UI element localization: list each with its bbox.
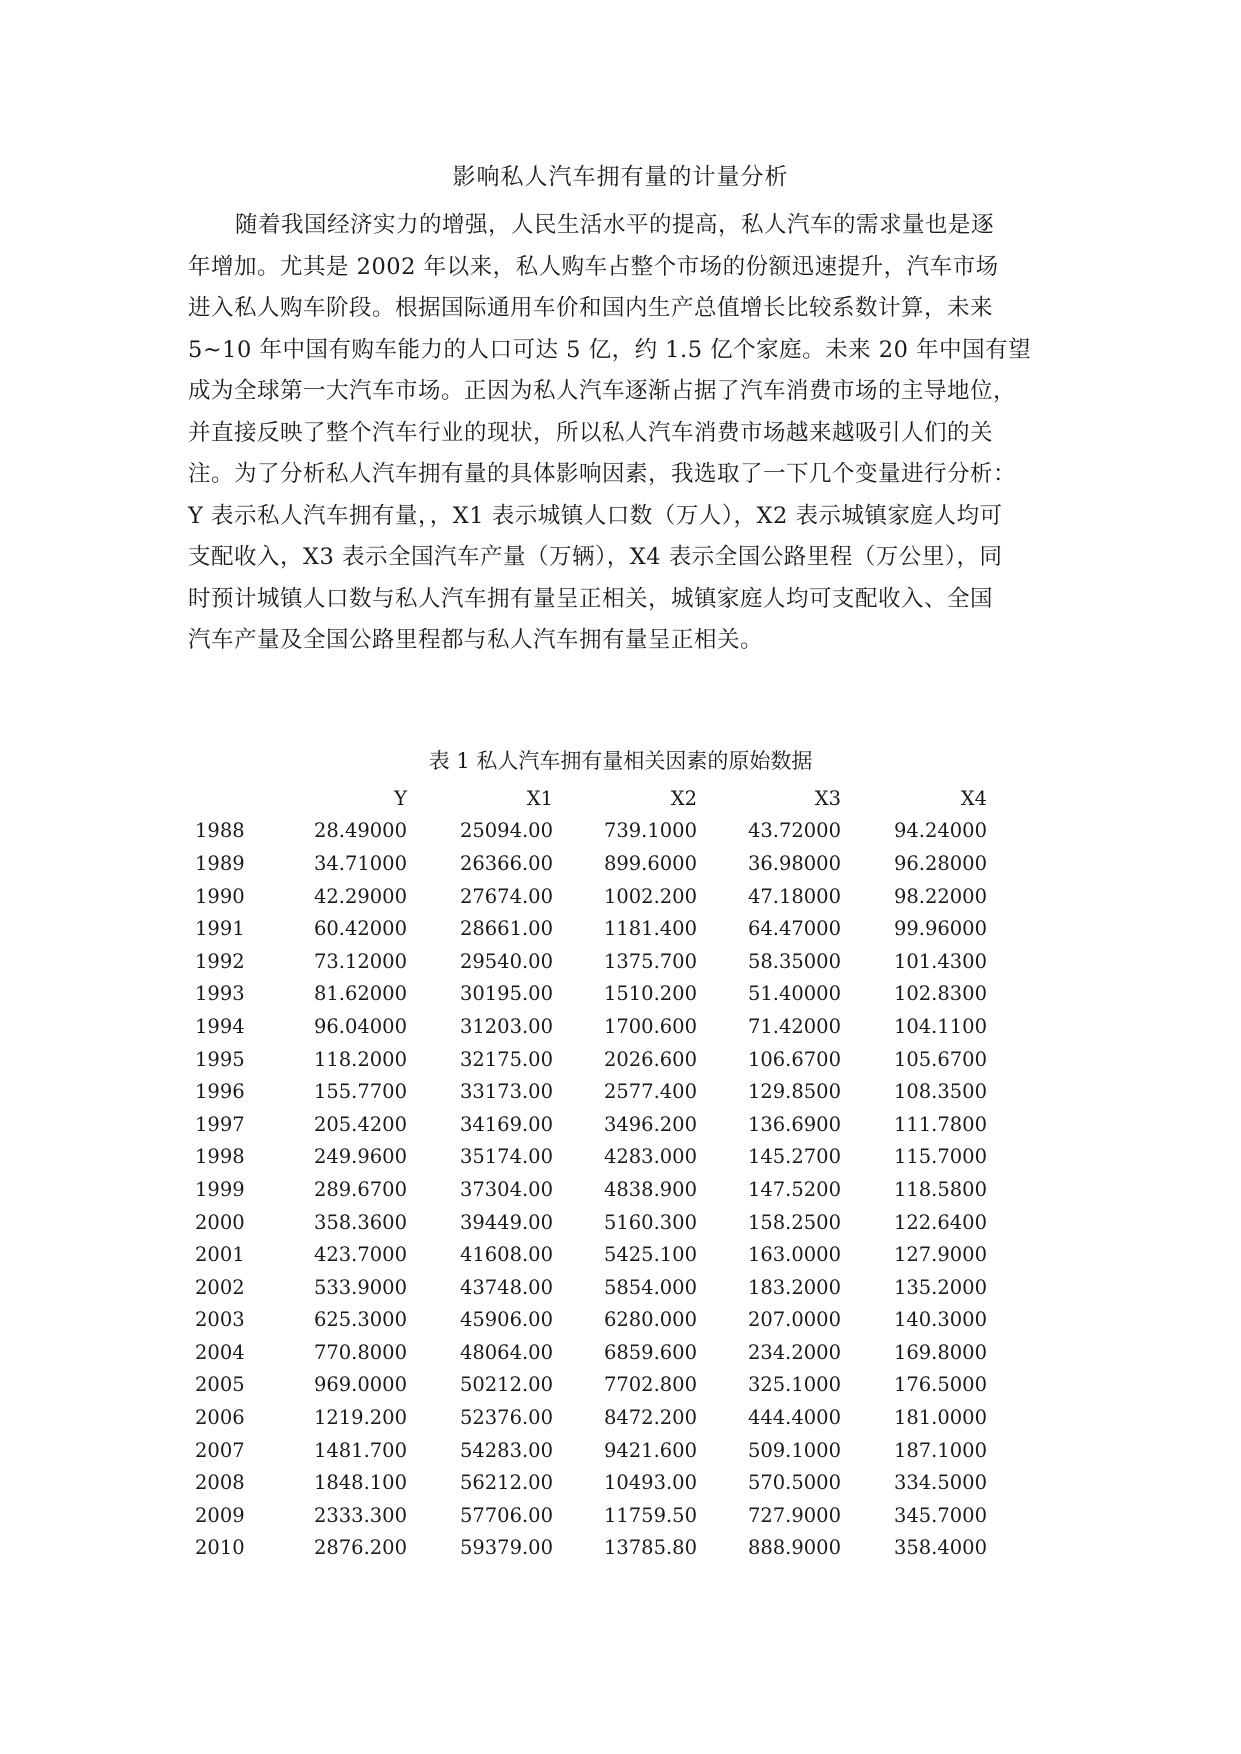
cell-x3: 163.0000 bbox=[747, 1243, 841, 1267]
header-cell-x1: X1 bbox=[526, 786, 553, 810]
table-row bbox=[195, 880, 987, 913]
cell-year: 1996 bbox=[195, 1080, 245, 1104]
header-cell-x4: X4 bbox=[960, 786, 987, 810]
cell-x2: 3496.200 bbox=[603, 1112, 697, 1136]
table-row bbox=[195, 945, 987, 978]
table-row bbox=[195, 978, 987, 1011]
cell-x1: 30195.00 bbox=[459, 982, 553, 1006]
table-row bbox=[195, 1434, 987, 1467]
cell-x3: 51.40000 bbox=[747, 982, 841, 1006]
cell-year: 2003 bbox=[195, 1308, 245, 1332]
cell-x4: 334.5000 bbox=[893, 1471, 987, 1495]
cell-year: 1994 bbox=[195, 1014, 245, 1038]
cell-y: 2333.300 bbox=[313, 1503, 407, 1527]
cell-year: 2007 bbox=[195, 1438, 245, 1462]
cell-x1: 43748.00 bbox=[459, 1275, 553, 1299]
cell-x2: 1375.700 bbox=[603, 949, 697, 973]
cell-x3: 106.6700 bbox=[747, 1047, 841, 1071]
paragraph-line: 进入私人购车阶段。根据国际通用车价和国内生产总值增长比较系数计算，未来 bbox=[188, 295, 994, 321]
header-cell-x3: X3 bbox=[814, 786, 841, 810]
cell-x4: 111.7800 bbox=[893, 1112, 987, 1136]
cell-x2: 4283.000 bbox=[603, 1145, 697, 1169]
cell-x2: 6280.000 bbox=[603, 1308, 697, 1332]
cell-x3: 207.0000 bbox=[747, 1308, 841, 1332]
cell-year: 1989 bbox=[195, 851, 245, 875]
cell-year: 2008 bbox=[195, 1471, 245, 1495]
cell-x1: 33173.00 bbox=[459, 1080, 553, 1104]
cell-x1: 48064.00 bbox=[459, 1340, 553, 1364]
table-row bbox=[195, 847, 987, 880]
cell-x2: 2577.400 bbox=[603, 1080, 697, 1104]
cell-x3: 129.8500 bbox=[747, 1080, 841, 1104]
cell-x2: 13785.80 bbox=[603, 1536, 697, 1560]
cell-x4: 176.5000 bbox=[893, 1373, 987, 1397]
cell-x4: 118.5800 bbox=[893, 1177, 987, 1201]
cell-year: 1995 bbox=[195, 1047, 245, 1071]
cell-x2: 5854.000 bbox=[603, 1275, 697, 1299]
cell-x1: 57706.00 bbox=[459, 1503, 553, 1527]
cell-x1: 29540.00 bbox=[459, 949, 553, 973]
cell-year: 1998 bbox=[195, 1145, 245, 1169]
cell-x2: 7702.800 bbox=[603, 1373, 697, 1397]
table-row bbox=[195, 1010, 987, 1043]
cell-x4: 104.1100 bbox=[893, 1014, 987, 1038]
table-row bbox=[195, 1401, 987, 1434]
cell-x3: 183.2000 bbox=[747, 1275, 841, 1299]
table-body bbox=[195, 815, 987, 1565]
table-row bbox=[195, 1075, 987, 1108]
cell-y: 770.8000 bbox=[313, 1340, 407, 1364]
cell-year: 1988 bbox=[195, 819, 245, 843]
cell-x3: 888.9000 bbox=[747, 1536, 841, 1560]
cell-y: 73.12000 bbox=[313, 949, 407, 973]
cell-x1: 59379.00 bbox=[459, 1536, 553, 1560]
table-row bbox=[195, 1369, 987, 1402]
table-caption: 表 1 私人汽车拥有量相关因素的原始数据 bbox=[428, 749, 813, 773]
cell-y: 2876.200 bbox=[313, 1536, 407, 1560]
cell-y: 60.42000 bbox=[313, 917, 407, 941]
cell-x1: 25094.00 bbox=[459, 819, 553, 843]
table-row bbox=[195, 912, 987, 945]
cell-x2: 11759.50 bbox=[603, 1503, 697, 1527]
paragraph-line: 支配收入，X3 表示全国汽车产量（万辆），X4 表示全国公路里程（万公里），同 bbox=[188, 544, 1003, 570]
cell-x4: 105.6700 bbox=[893, 1047, 987, 1071]
document-title: 影响私人汽车拥有量的计量分析 bbox=[452, 164, 789, 190]
cell-x2: 8472.200 bbox=[603, 1406, 697, 1430]
cell-x2: 1002.200 bbox=[603, 884, 697, 908]
cell-year: 2009 bbox=[195, 1503, 245, 1527]
table-row bbox=[195, 1336, 987, 1369]
cell-x4: 127.9000 bbox=[893, 1243, 987, 1267]
cell-x1: 56212.00 bbox=[459, 1471, 553, 1495]
cell-year: 1990 bbox=[195, 884, 245, 908]
cell-x2: 2026.600 bbox=[603, 1047, 697, 1071]
cell-year: 1992 bbox=[195, 949, 245, 973]
cell-year: 2000 bbox=[195, 1210, 245, 1234]
cell-y: 81.62000 bbox=[313, 982, 407, 1006]
table-row bbox=[195, 1466, 987, 1499]
cell-x3: 727.9000 bbox=[747, 1503, 841, 1527]
cell-x3: 47.18000 bbox=[747, 884, 841, 908]
cell-x4: 169.8000 bbox=[893, 1340, 987, 1364]
table-row bbox=[195, 1271, 987, 1304]
cell-x3: 158.2500 bbox=[747, 1210, 841, 1234]
table-row bbox=[195, 1141, 987, 1174]
table-header-row bbox=[195, 782, 987, 815]
table-row bbox=[195, 1304, 987, 1337]
table-row bbox=[195, 1108, 987, 1141]
cell-x2: 1181.400 bbox=[603, 917, 697, 941]
cell-y: 42.29000 bbox=[313, 884, 407, 908]
cell-y: 118.2000 bbox=[313, 1047, 407, 1071]
header-cell-y: Y bbox=[394, 786, 407, 810]
cell-x4: 96.28000 bbox=[893, 851, 987, 875]
cell-x4: 108.3500 bbox=[893, 1080, 987, 1104]
cell-x2: 10493.00 bbox=[603, 1471, 697, 1495]
cell-x2: 5160.300 bbox=[603, 1210, 697, 1234]
cell-x1: 41608.00 bbox=[459, 1243, 553, 1267]
cell-y: 249.9600 bbox=[313, 1145, 407, 1169]
paragraph-line: 随着我国经济实力的增强，人民生活水平的提高，私人汽车的需求量也是逐 bbox=[235, 212, 995, 238]
cell-year: 2005 bbox=[195, 1373, 245, 1397]
table-row bbox=[195, 815, 987, 848]
cell-year: 2001 bbox=[195, 1243, 245, 1267]
table-row bbox=[195, 1173, 987, 1206]
cell-x3: 570.5000 bbox=[747, 1471, 841, 1495]
cell-y: 34.71000 bbox=[313, 851, 407, 875]
cell-year: 2010 bbox=[195, 1536, 245, 1560]
cell-y: 289.6700 bbox=[313, 1177, 407, 1201]
table-row bbox=[195, 1532, 987, 1565]
cell-x1: 28661.00 bbox=[459, 917, 553, 941]
paragraph-line: 并直接反映了整个汽车行业的现状，所以私人汽车消费市场越来越吸引人们的关 bbox=[188, 419, 994, 446]
cell-x3: 36.98000 bbox=[747, 851, 841, 875]
cell-x3: 145.2700 bbox=[747, 1145, 841, 1169]
paragraph-line: 汽车产量及全国公路里程都与私人汽车拥有量呈正相关。 bbox=[188, 627, 764, 653]
cell-x4: 181.0000 bbox=[893, 1406, 987, 1430]
cell-y: 1219.200 bbox=[313, 1406, 407, 1430]
cell-x4: 187.1000 bbox=[893, 1438, 987, 1462]
cell-year: 1997 bbox=[195, 1112, 245, 1136]
cell-x3: 509.1000 bbox=[747, 1438, 841, 1462]
paragraph-line: Y 表示私人汽车拥有量，，X1 表示城镇人口数（万人），X2 表示城镇家庭人均可 bbox=[188, 502, 1003, 529]
cell-y: 28.49000 bbox=[313, 819, 407, 843]
cell-x4: 358.4000 bbox=[893, 1536, 987, 1560]
cell-y: 625.3000 bbox=[313, 1308, 407, 1332]
table-row bbox=[195, 1206, 987, 1239]
cell-x2: 1700.600 bbox=[603, 1014, 697, 1038]
cell-x1: 45906.00 bbox=[459, 1308, 553, 1332]
paragraph-line: 注。为了分析私人汽车拥有量的具体影响因素，我选取了一下几个变量进行分析： bbox=[188, 461, 1017, 487]
paragraph-line: 成为全球第一大汽车市场。正因为私人汽车逐渐占据了汽车消费市场的主导地位， bbox=[188, 378, 1017, 404]
cell-y: 969.0000 bbox=[313, 1373, 407, 1397]
cell-x3: 58.35000 bbox=[747, 949, 841, 973]
cell-x1: 54283.00 bbox=[459, 1438, 553, 1462]
cell-year: 1999 bbox=[195, 1177, 245, 1201]
cell-x2: 5425.100 bbox=[603, 1243, 697, 1267]
cell-x2: 9421.600 bbox=[603, 1438, 697, 1462]
cell-year: 1993 bbox=[195, 982, 245, 1006]
header-cell-year bbox=[195, 782, 255, 815]
cell-x3: 136.6900 bbox=[747, 1112, 841, 1136]
cell-y: 423.7000 bbox=[313, 1243, 407, 1267]
cell-x4: 99.96000 bbox=[893, 917, 987, 941]
cell-x4: 101.4300 bbox=[893, 949, 987, 973]
cell-y: 155.7700 bbox=[313, 1080, 407, 1104]
cell-x3: 325.1000 bbox=[747, 1373, 841, 1397]
cell-y: 96.04000 bbox=[313, 1014, 407, 1038]
cell-y: 1848.100 bbox=[313, 1471, 407, 1495]
cell-x4: 115.7000 bbox=[893, 1145, 987, 1169]
cell-x1: 52376.00 bbox=[459, 1406, 553, 1430]
cell-y: 358.3600 bbox=[313, 1210, 407, 1234]
cell-x3: 43.72000 bbox=[747, 819, 841, 843]
cell-x1: 35174.00 bbox=[459, 1145, 553, 1169]
cell-x2: 1510.200 bbox=[603, 982, 697, 1006]
cell-x1: 39449.00 bbox=[459, 1210, 553, 1234]
cell-x4: 94.24000 bbox=[893, 819, 987, 843]
cell-y: 1481.700 bbox=[313, 1438, 407, 1462]
cell-x4: 135.2000 bbox=[893, 1275, 987, 1299]
paragraph-line: 时预计城镇人口数与私人汽车拥有量呈正相关，城镇家庭人均可支配收入、全国 bbox=[188, 585, 994, 612]
cell-x1: 26366.00 bbox=[459, 851, 553, 875]
body-paragraph bbox=[188, 205, 1063, 662]
cell-x1: 31203.00 bbox=[459, 1014, 553, 1038]
cell-x1: 50212.00 bbox=[459, 1373, 553, 1397]
cell-x3: 71.42000 bbox=[747, 1014, 841, 1038]
cell-year: 2002 bbox=[195, 1275, 245, 1299]
header-cell-x2: X2 bbox=[670, 786, 697, 810]
table-row bbox=[195, 1043, 987, 1076]
cell-x2: 6859.600 bbox=[603, 1340, 697, 1364]
cell-year: 2006 bbox=[195, 1406, 245, 1430]
cell-x4: 345.7000 bbox=[893, 1503, 987, 1527]
paragraph-line: 年增加。尤其是 2002 年以来，私人购车占整个市场的份额迅速提升，汽车市场 bbox=[188, 253, 999, 280]
cell-x2: 899.6000 bbox=[603, 851, 697, 875]
cell-x4: 140.3000 bbox=[893, 1308, 987, 1332]
cell-x1: 34169.00 bbox=[459, 1112, 553, 1136]
paragraph-line: 5~10 年中国有购车能力的人口可达 5 亿，约 1.5 亿个家庭。未来 20 年中国有望 bbox=[188, 336, 1032, 363]
table-row bbox=[195, 1499, 987, 1532]
cell-year: 2004 bbox=[195, 1340, 245, 1364]
cell-x2: 4838.900 bbox=[603, 1177, 697, 1201]
cell-year: 1991 bbox=[195, 917, 245, 941]
cell-x4: 102.8300 bbox=[893, 982, 987, 1006]
data-table bbox=[195, 782, 987, 1564]
cell-x3: 147.5200 bbox=[747, 1177, 841, 1201]
cell-x4: 122.6400 bbox=[893, 1210, 987, 1234]
cell-y: 533.9000 bbox=[313, 1275, 407, 1299]
cell-y: 205.4200 bbox=[313, 1112, 407, 1136]
cell-x2: 739.1000 bbox=[603, 819, 697, 843]
cell-x1: 27674.00 bbox=[459, 884, 553, 908]
cell-x1: 32175.00 bbox=[459, 1047, 553, 1071]
cell-x3: 444.4000 bbox=[747, 1406, 841, 1430]
cell-x4: 98.22000 bbox=[893, 884, 987, 908]
cell-x1: 37304.00 bbox=[459, 1177, 553, 1201]
table-row bbox=[195, 1238, 987, 1271]
cell-x3: 234.2000 bbox=[747, 1340, 841, 1364]
cell-x3: 64.47000 bbox=[747, 917, 841, 941]
